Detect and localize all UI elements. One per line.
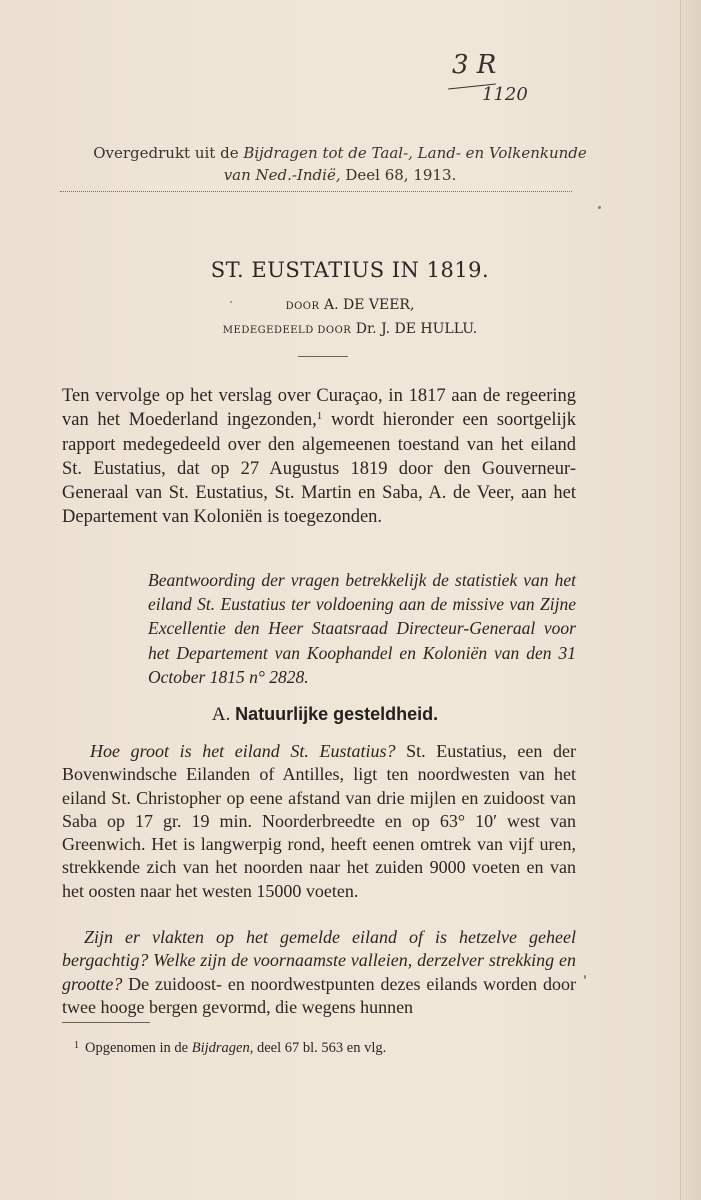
footnote-journal: Bijdragen <box>191 1040 250 1056</box>
page-edge <box>680 0 701 1200</box>
communicator-name: Dr. J. DE HULLU. <box>355 321 478 337</box>
byline-communicated: MEDEGEDEELD DOOR <box>222 325 352 336</box>
author-name: A. DE VEER, <box>323 297 415 313</box>
answer-heading: Beantwoording der vragen betrekkelijk de statistiek van het eiland St. Eustatius ter voldoening aan de missive van Zijne Excellentie den Heer Staatsraad Directeur-Generaal voor het Departement van Koophandel en Koloniën van den 31 October 1815 n° 2828. <box>148 570 576 687</box>
paragraph-2-answer: De zuidoost- en noordwestpunten dezes eilands worden door twee hooge bergen gevormd, die wegens hunnen <box>62 973 576 1017</box>
intro-text-2: wordt hieronder een soortgelijk rapport medegedeeld over den algemeenen toestand van het eiland St. Eustatius, dat op 27 Augustus 1819 door den Gouverneur-Generaal van St. Eustatius, St. Martin en Saba, A. de Veer, aan het Departement van Koloniën is toegezonden. <box>62 410 576 528</box>
paper-speck <box>584 975 586 979</box>
footnote-mark: 1 <box>74 1040 79 1051</box>
paper-speck <box>230 301 232 303</box>
shelfmark-bottom: 1120 <box>482 84 528 105</box>
author-line <box>60 297 640 313</box>
article-title: ST. EUSTATIUS IN 1819. <box>210 258 490 282</box>
title-rule <box>298 356 348 357</box>
section-name: Natuurlijke gesteldheid. <box>235 704 439 724</box>
reprint-volume: Deel 68, 1913. <box>340 166 457 184</box>
paragraph-1-question: Hoe groot is het eiland St. Eustatius? <box>90 741 396 761</box>
footnote <box>74 1040 574 1057</box>
communicator-line <box>60 321 640 337</box>
footnote-rest: , deel 67 bl. 563 en vlg. <box>249 1040 387 1056</box>
intro-text-1: Ten vervolge op het verslag over Curaçao, in 1817 aan de regeering van het Moederland ingezonden, <box>62 386 576 431</box>
handwritten-shelfmark <box>446 50 556 110</box>
section-heading <box>60 704 590 726</box>
shelfmark-top: 3 R <box>452 50 497 80</box>
paragraph-2-question: Zijn er vlakten op het gemelde eiland of is hetzelve geheel bergachtig? Welke zijn de voornaamste valleien, derzelver strekking en grootte? <box>62 927 576 994</box>
paragraph-2 <box>62 926 576 1019</box>
dotted-separator <box>60 191 572 192</box>
reprint-journal-2: van Ned.-Indië, <box>223 166 341 184</box>
paragraph-1 <box>62 740 576 903</box>
intro-paragraph <box>62 384 576 530</box>
paper-speck <box>598 206 601 209</box>
footnote-ref: 1 <box>316 410 323 423</box>
reprint-journal: Bijdragen tot de Taal-, Land- en Volkenkunde <box>243 144 587 162</box>
footnote-prefix: Opgenomen in de <box>85 1040 192 1056</box>
byline-door: DOOR <box>285 301 320 312</box>
footnote-rule <box>62 1022 150 1023</box>
reprint-prefix: Overgedrukt uit de <box>93 144 244 162</box>
reprint-note <box>60 142 620 186</box>
paragraph-1-answer: St. Eustatius, een der Bovenwindsche Eilanden of Antilles, ligt ten noordwesten van het eiland St. Christopher op eene afstand van drie mijlen en zuidoost van Saba op 17 gr. 19 min. Noorderbreedte en op 63° 10′ west van Greenwich. Het is langwerpig rond, heeft eenen omtrek van vijf uren, strekkende zich van het noorden naar het zuiden 9000 voeten en van het oosten naar het westen 15000 voeten. <box>62 741 576 901</box>
section-letter: A. <box>211 704 231 725</box>
